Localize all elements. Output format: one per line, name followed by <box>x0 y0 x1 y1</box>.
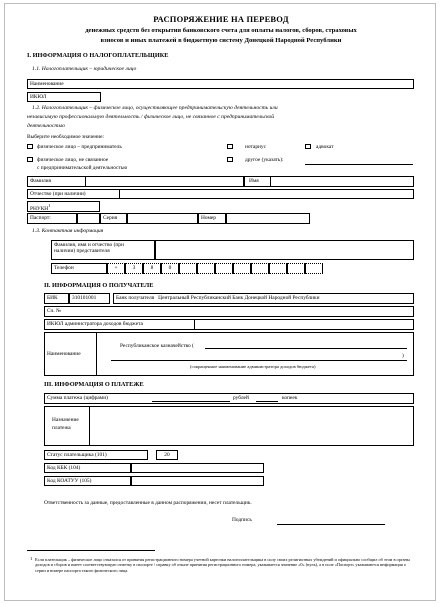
section-1-heading: I. ИНФОРМАЦИЯ О НАЛОГОПЛАТЕЛЬЩИКЕ <box>27 52 169 59</box>
treasury-close-paren: ) <box>402 353 404 359</box>
footnote-ref: 1 <box>48 203 51 208</box>
series-label: Серия <box>103 215 118 221</box>
phone-digit-cell[interactable] <box>305 263 323 274</box>
koatuu-label: Код КОАТУУ (105) <box>47 478 92 484</box>
document-title: РАСПОРЯЖЕНИЕ НА ПЕРЕВОД <box>153 14 289 24</box>
phone-digit-cell[interactable] <box>251 263 269 274</box>
number-label: Номер <box>201 215 216 221</box>
koatuu-label-cell <box>44 476 131 486</box>
bik-value-cell[interactable] <box>69 293 110 304</box>
section-1-2-heading-line3: деятельностью <box>27 123 65 129</box>
option-entrepreneur-label: физическое лицо – предприниматель <box>37 144 122 150</box>
checkbox-other[interactable] <box>227 157 233 162</box>
org-name-field[interactable] <box>27 79 414 89</box>
option-non-entrepreneur-label-1: физическое лицо, не связанное <box>37 157 109 163</box>
phone-digit-cell[interactable]: + <box>107 263 125 274</box>
option-non-entrepreneur-label-2: с предпринимательской деятельностью <box>37 165 128 171</box>
bank-value: Центральный Республиканский Банк Донецкой Народной Республики <box>158 295 320 301</box>
option-other-label: другое (указать): <box>245 157 284 163</box>
section-1-2-heading-line2: независимую профессиональную деятельность / физическое лицо, не связанное с предпринимательской <box>27 114 275 120</box>
ikyul-admin-input[interactable] <box>194 319 414 330</box>
option-other-line[interactable] <box>305 164 413 165</box>
treasury-hint: (сокращенное наименование администратора доходов бюджета) <box>190 364 316 369</box>
bank-label: Банк получателя <box>116 295 155 301</box>
bik-label: БИК <box>47 295 58 301</box>
treasury-text: Республиканское казначейство ( <box>120 343 194 349</box>
amount-rubles-input[interactable] <box>152 401 230 402</box>
phone-digit-cell[interactable]: 0 <box>161 263 179 274</box>
purpose-label-1: Назначение <box>52 417 79 423</box>
section-1-1-heading: 1.1. Налогоплательщик – юридическое лицо <box>32 66 137 72</box>
bik-value: 310101001 <box>72 295 97 301</box>
kbk-label: Код КБК (104) <box>47 465 81 471</box>
account-field[interactable] <box>44 306 414 317</box>
phone-digit-cell[interactable] <box>233 263 251 274</box>
phone-digit-cell[interactable] <box>179 263 197 274</box>
phone-digit-cell[interactable] <box>287 263 305 274</box>
section-1-3-heading: 1.3. Контактная информация <box>32 228 104 234</box>
surname-label: Фамилия <box>30 178 52 184</box>
rubles-label: рублей <box>233 395 249 401</box>
kopeks-label: копеек <box>282 395 298 401</box>
series-label-cell <box>100 213 127 224</box>
document-subtitle-2: взносов и иных платежей в бюджетную систему Донецкой Народной Республики <box>100 37 342 44</box>
treasury-name-line-2[interactable] <box>111 360 407 361</box>
phone-label: Телефон <box>54 265 74 271</box>
surname-input[interactable] <box>85 176 244 187</box>
ikyul-label: ИКЮЛ <box>30 94 47 100</box>
ikyul-admin-label: ИКЮЛ администратора доходов бюджета <box>47 321 143 327</box>
passport-label: Паспорт: <box>30 215 51 221</box>
series-input[interactable] <box>127 213 198 224</box>
recipient-name-divider <box>96 332 97 376</box>
option-notary-label: нотариус <box>245 144 266 150</box>
number-input[interactable] <box>226 213 310 224</box>
checkbox-non-entrepreneur[interactable] <box>27 157 33 162</box>
account-label: Сч. № <box>47 308 62 314</box>
footnote-text: Если плательщик – физическое лицо отказался от принятия регистрационного номера учетной карточки налогоплательщика в силу своих религиозных убеждений и официально сообщил об этом в органы доходов и сборов и имеет соответствующую отметку в паспорте / справку об отказе принятия регистрационного номера, указывается значение «0» (нуль), а в поле «Паспорт» указываются информация о серии и номере паспорта такого физического лица. <box>35 557 410 573</box>
footnote-number: 1 <box>30 556 33 561</box>
passport-extra-input[interactable] <box>77 213 100 224</box>
first-name-input[interactable] <box>270 176 414 187</box>
checkbox-lawyer[interactable] <box>305 144 311 149</box>
passport-label-cell <box>27 213 77 224</box>
kbk-label-cell <box>44 463 131 473</box>
patronymic-label: Отчество (при наличии) <box>30 191 86 197</box>
treasury-name-line[interactable] <box>205 348 407 349</box>
phone-digit-cell[interactable]: 8 <box>143 263 161 274</box>
number-label-cell <box>198 213 226 224</box>
responsibility-text: Ответственность за данные, предоставленные в данном распоряжении, несет плательщик. <box>44 500 252 506</box>
document-subtitle-1: денежных средств без открытия банковского счета для оплаты налогов, сборов, страховых <box>85 27 357 34</box>
representative-label-2: наличии) представителя <box>54 248 110 255</box>
bank-cell <box>113 293 414 304</box>
patronymic-input[interactable] <box>119 189 414 199</box>
phone-digit-cell[interactable] <box>215 263 233 274</box>
status-value-cell[interactable] <box>156 450 178 460</box>
section-2-heading: II. ИНФОРМАЦИЯ О ПОЛУЧАТЕЛЕ <box>44 282 154 289</box>
amount-kopeks-input[interactable] <box>256 401 278 402</box>
rnukn-field[interactable] <box>27 201 100 212</box>
ikyul-field[interactable] <box>27 92 101 102</box>
section-3-heading: III. ИНФОРМАЦИЯ О ПЛАТЕЖЕ <box>44 381 144 388</box>
footnote-separator <box>27 550 155 551</box>
phone-digit-cell[interactable] <box>269 263 287 274</box>
kbk-input[interactable] <box>131 463 264 473</box>
amount-label: Сумма платежа (цифрами) <box>47 395 108 401</box>
koatuu-input[interactable] <box>131 476 264 486</box>
first-name-label: Имя <box>249 178 259 184</box>
purpose-label-2: платежа <box>52 425 71 431</box>
checkbox-notary[interactable] <box>227 144 233 149</box>
recipient-name-box <box>44 332 414 376</box>
option-lawyer-label: адвокат <box>316 144 334 150</box>
purpose-input[interactable] <box>89 406 414 446</box>
rnukn-label: РНУКН <box>30 205 49 212</box>
signature-line[interactable] <box>277 524 385 525</box>
status-value: 20 <box>164 452 170 458</box>
amount-row <box>44 393 414 404</box>
status-label: Статус плательщика (101) <box>47 452 107 458</box>
representative-label-cell <box>51 240 155 260</box>
representative-input[interactable] <box>155 240 414 260</box>
bik-label-cell <box>44 293 69 304</box>
phone-label-cell <box>51 263 107 274</box>
signature-label: Подпись <box>232 517 252 523</box>
section-1-2-heading-line1: 1.2. Налогоплательщик – физическое лицо, осуществляющее предпринимательскую деятельность или <box>32 105 278 111</box>
choose-value-label: Выберите необходимое значение: <box>27 134 104 140</box>
recipient-name-label: Наименование <box>47 351 81 357</box>
surname-divider <box>244 176 245 187</box>
representative-label-1: Фамилия, имя и отчество (при <box>54 242 124 248</box>
phone-digit-cell[interactable] <box>197 263 215 274</box>
status-label-cell <box>44 450 148 460</box>
org-name-label: Наименование <box>30 81 64 87</box>
checkbox-entrepreneur[interactable] <box>27 144 33 149</box>
phone-digit-cell[interactable]: 3 <box>125 263 143 274</box>
